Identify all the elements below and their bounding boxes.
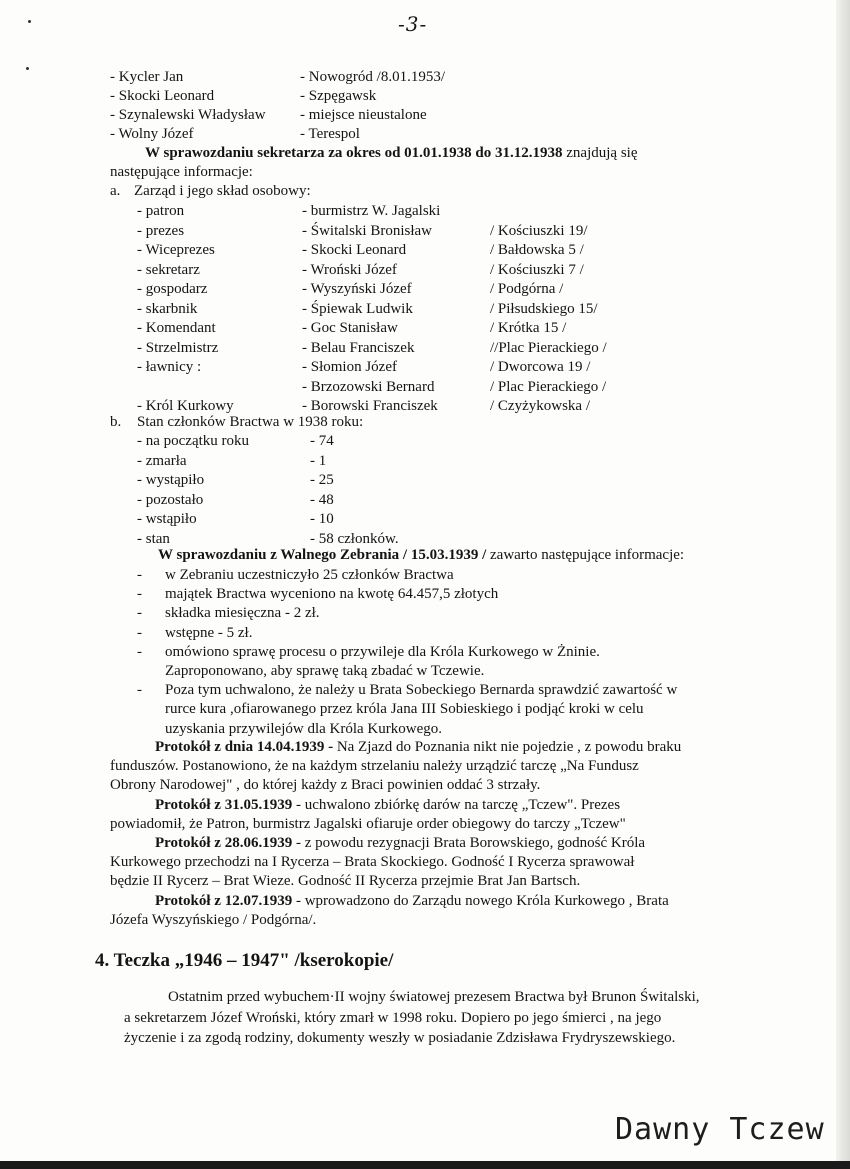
protocol-entry: Protokół z 28.06.1939 - z powodu rezygnacji Brata Borowskiego, godność Króla — [155, 835, 646, 851]
meeting-bullet-text: w Zebraniu uczestniczyło 25 członków Bractwa — [165, 567, 454, 583]
meeting-heading: W sprawozdaniu z Walnego Zebrania / 15.03.1939 / zawarto następujące informacje: — [158, 547, 685, 563]
board-role: - prezes — [137, 222, 185, 239]
bullet-dash: - — [137, 682, 142, 699]
protocol-text: Obrony Narodowej" , do której każdy z Braci powinien oddać 3 strzały. — [110, 777, 541, 794]
section-4-paragraph: Ostatnim przed wybuchem·II wojny światowej prezesem Bractwa był Brunon Świtalski, — [168, 989, 700, 1005]
board-address: / Plac Pierackiego / — [490, 378, 607, 395]
membership-value: - 74 — [310, 433, 334, 449]
board-name: - Wroński Józef — [302, 261, 397, 278]
bullet-dash: - — [137, 605, 142, 622]
bullet-dash: - — [137, 586, 142, 603]
protocol-text: powiadomił, że Patron, burmistrz Jagalski ofiaruje order obiegowy do tarczy „Tczew" — [110, 815, 626, 832]
board-role: - patron — [137, 203, 185, 219]
protocol-entry: Protokół z 12.07.1939 - wprowadzono do Zarządu nowego Króla Kurkowego , Brata — [155, 892, 669, 909]
protocol-text: będzie II Rycerz – Brat Wieze. Godność II Rycerza przejmie Brat Jan Bartsch. — [110, 873, 581, 890]
board-address: / Czyżykowska / — [490, 398, 590, 414]
membership-label: - wstąpiło — [137, 511, 197, 527]
board-name: - Borowski Franciszek — [302, 398, 438, 414]
membership-label: - zmarła — [137, 452, 187, 469]
section-4-paragraph: życzenie i za zgodą rodziny, dokumenty weszły w posiadanie Zdzisława Frydryszewskiego. — [124, 1030, 676, 1046]
board-role: - sekretarz — [137, 261, 200, 278]
membership-label: - na początku roku — [137, 433, 250, 449]
board-name: - burmistrz W. Jagalski — [302, 203, 441, 219]
section-b-title: Stan członków Bractwa w 1938 roku: — [137, 414, 364, 430]
person-place: - Szpęgawsk — [300, 88, 377, 104]
meeting-bullet-text: składka miesięczna - 2 zł. — [165, 605, 320, 622]
board-role: - gospodarz — [137, 281, 208, 297]
page-number: -3- — [398, 12, 428, 36]
watermark: Dawny Tczew — [615, 1112, 825, 1147]
section-4-paragraph: a sekretarzem Józef Wroński, który zmarł w 1998 roku. Dopiero po jego śmierci , na jego — [124, 1009, 662, 1026]
protocol-entry: Protokół z dnia 14.04.1939 - Na Zjazd do Poznania nikt nie pojedzie , z powodu braku — [155, 739, 682, 755]
board-name: - Goc Stanisław — [302, 320, 398, 336]
board-address: / Podgórna / — [490, 281, 564, 297]
membership-label: - wystąpiło — [137, 472, 205, 488]
board-name: - Słomion Józef — [302, 359, 397, 375]
board-role: - ławnicy : — [137, 359, 202, 375]
membership-value: - 58 członków. — [310, 530, 399, 547]
person-place: - miejsce nieustalone — [300, 107, 427, 123]
meeting-bullet-text: omówiono sprawę procesu o przywileje dla Króla Kurkowego w Żninie. — [165, 643, 600, 660]
board-role: - Komendant — [137, 320, 216, 336]
membership-value: - 1 — [310, 452, 327, 469]
membership-value: - 48 — [310, 491, 334, 508]
person-name: - Szynalewski Władysław — [110, 107, 266, 123]
page-bottom-edge — [0, 1161, 850, 1169]
bullet-dash: - — [137, 624, 142, 641]
meeting-bullet-text: Poza tym uchwalono, że należy u Brata Sobeckiego Bernarda sprawdzić zawartość w — [165, 682, 678, 699]
board-role: - Król Kurkowy — [137, 398, 234, 414]
protocol-text: Kurkowego przechodzi na I Rycerza – Brata Skockiego. Godność I Rycerza sprawował — [110, 854, 635, 871]
membership-label: - stan — [137, 530, 170, 547]
meeting-bullet-text: Zaproponowano, aby sprawę taką zbadać w Tczewie. — [165, 663, 485, 679]
board-address: / Kościuszki 19/ — [490, 222, 588, 239]
board-role: - Wiceprezes — [137, 242, 215, 258]
person-name: - Skocki Leonard — [110, 88, 215, 104]
board-role: - Strzelmistrz — [137, 339, 219, 356]
scan-speck — [26, 67, 29, 70]
board-name: - Wyszyński Józef — [302, 281, 412, 297]
bullet-dash: - — [137, 567, 142, 583]
board-address: / Bałdowska 5 / — [490, 242, 584, 258]
board-address: / Krótka 15 / — [490, 320, 567, 336]
board-name: - Śpiewak Ludwik — [302, 300, 413, 317]
report-heading: W sprawozdaniu sekretarza za okres od 01.01.1938 do 31.12.1938 znajdują się — [145, 145, 638, 161]
page-edge — [836, 0, 850, 1169]
protocol-text: funduszów. Postanowiono, że na każdym strzelaniu należy urządzić tarczę „Na Fundusz — [110, 758, 639, 775]
membership-value: - 10 — [310, 511, 334, 527]
board-address: / Piłsudskiego 15/ — [490, 300, 598, 317]
meeting-bullet-text: majątek Bractwa wyceniono na kwotę 64.457,5 złotych — [165, 586, 499, 603]
board-address: / Kościuszki 7 / — [490, 261, 584, 278]
section-4-heading: 4. Teczka „1946 – 1947" /kserokopie/ — [95, 950, 394, 971]
meeting-bullet-text: wstępne - 5 zł. — [165, 624, 253, 641]
scan-speck — [28, 20, 31, 23]
report-heading-cont: następujące informacje: — [110, 164, 253, 180]
protocol-entry: Protokół z 31.05.1939 - uchwalono zbiórkę darów na tarczę „Tczew". Prezes — [155, 796, 621, 813]
person-place: - Nowogród /8.01.1953/ — [300, 69, 445, 85]
board-role: - skarbnik — [137, 300, 198, 317]
board-address: //Plac Pierackiego / — [490, 339, 607, 356]
section-a-title: Zarząd i jego skład osobowy: — [134, 183, 311, 199]
section-a-label: a. — [110, 183, 121, 199]
protocol-text: Józefa Wyszyńskiego / Podgórna/. — [110, 911, 317, 928]
board-name: - Brzozowski Bernard — [302, 378, 435, 395]
section-b-label: b. — [110, 414, 122, 430]
person-name: - Kycler Jan — [110, 69, 184, 85]
person-name: - Wolny Józef — [110, 126, 194, 142]
board-name: - Belau Franciszek — [302, 339, 415, 356]
person-place: - Terespol — [300, 126, 360, 142]
membership-value: - 25 — [310, 472, 334, 488]
meeting-bullet-text: uzyskania przywilejów dla Króla Kurkowego. — [165, 720, 443, 737]
membership-label: - pozostało — [137, 491, 204, 508]
bullet-dash: - — [137, 643, 142, 660]
board-name: - Skocki Leonard — [302, 242, 407, 258]
meeting-bullet-text: rurce kura ,ofiarowanego przez króla Jana III Sobieskiego i podjąć kroki w celu — [165, 701, 644, 718]
board-name: - Świtalski Bronisław — [302, 222, 432, 239]
board-address: / Dworcowa 19 / — [490, 359, 591, 375]
